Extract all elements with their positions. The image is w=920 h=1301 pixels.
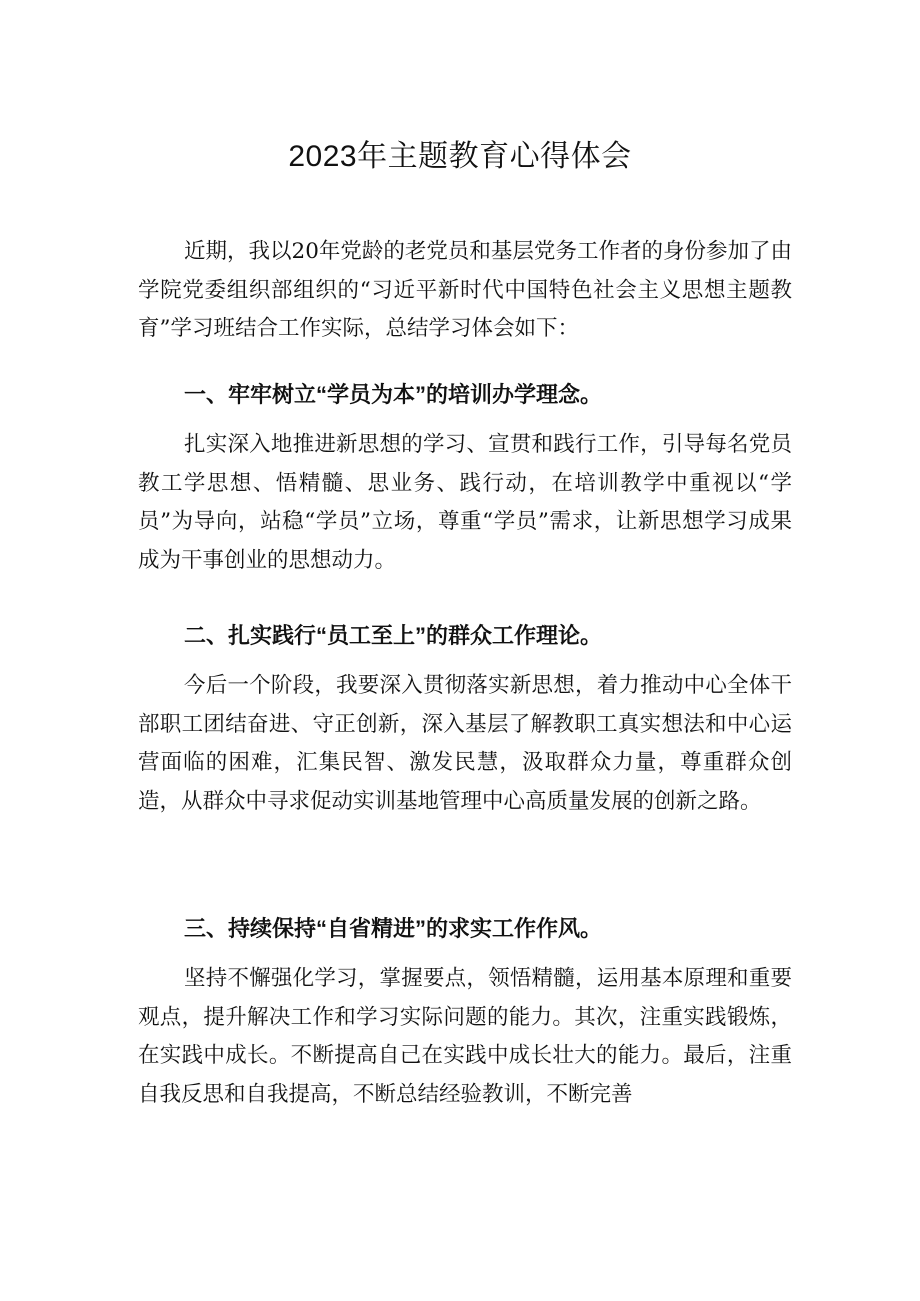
section-2-body: 今后一个阶段，我要深入贯彻落实新思想，着力推动中心全体干部职工团结奋进、守正创新，深入基层了解教职工真实想法和中心运营面临的困难，汇集民智、激发民慧，汲取群众力量，尊重群众创造，从群众中寻求促动实训基地管理中心高质量发展的创新之路。 bbox=[138, 673, 792, 814]
section-3-body: 坚持不懈强化学习，掌握要点，领悟精髓，运用基本原理和重要观点，提升解决工作和学习实际问题的能力。其次，注重实践锻炼，在实践中成长。不断提高自己在实践中成长壮大的能力。最后，注重自我反思和自我提高，不断总结经验教训，不断完善 bbox=[138, 966, 792, 1107]
intro-paragraph: 近期，我以20年党龄的老党员和基层党务工作者的身份参加了由学院党委组织部组织的“习近平新时代中国特色社会主义思想主题教育”学习班结合工作实际，总结学习体会如下： bbox=[138, 239, 792, 341]
section-3-heading: 三、持续保持“自省精进”的求实工作作风。 bbox=[184, 916, 603, 941]
section-1-body: 扎实深入地推进新思想的学习、宣贯和践行工作，引导每名党员教工学思想、悟精髓、思业务、践行动，在培训教学中重视以“学员”为导向，站稳“学员”立场，尊重“学员”需求，让新思想学习成果成为干事创业的思想动力。 bbox=[138, 432, 792, 573]
section-1-heading: 一、牢牢树立“学员为本”的培训办学理念。 bbox=[184, 382, 603, 407]
section-2-heading: 二、扎实践行“员工至上”的群众工作理论。 bbox=[184, 623, 603, 648]
document-title: 2023年主题教育心得体会 bbox=[288, 140, 632, 173]
